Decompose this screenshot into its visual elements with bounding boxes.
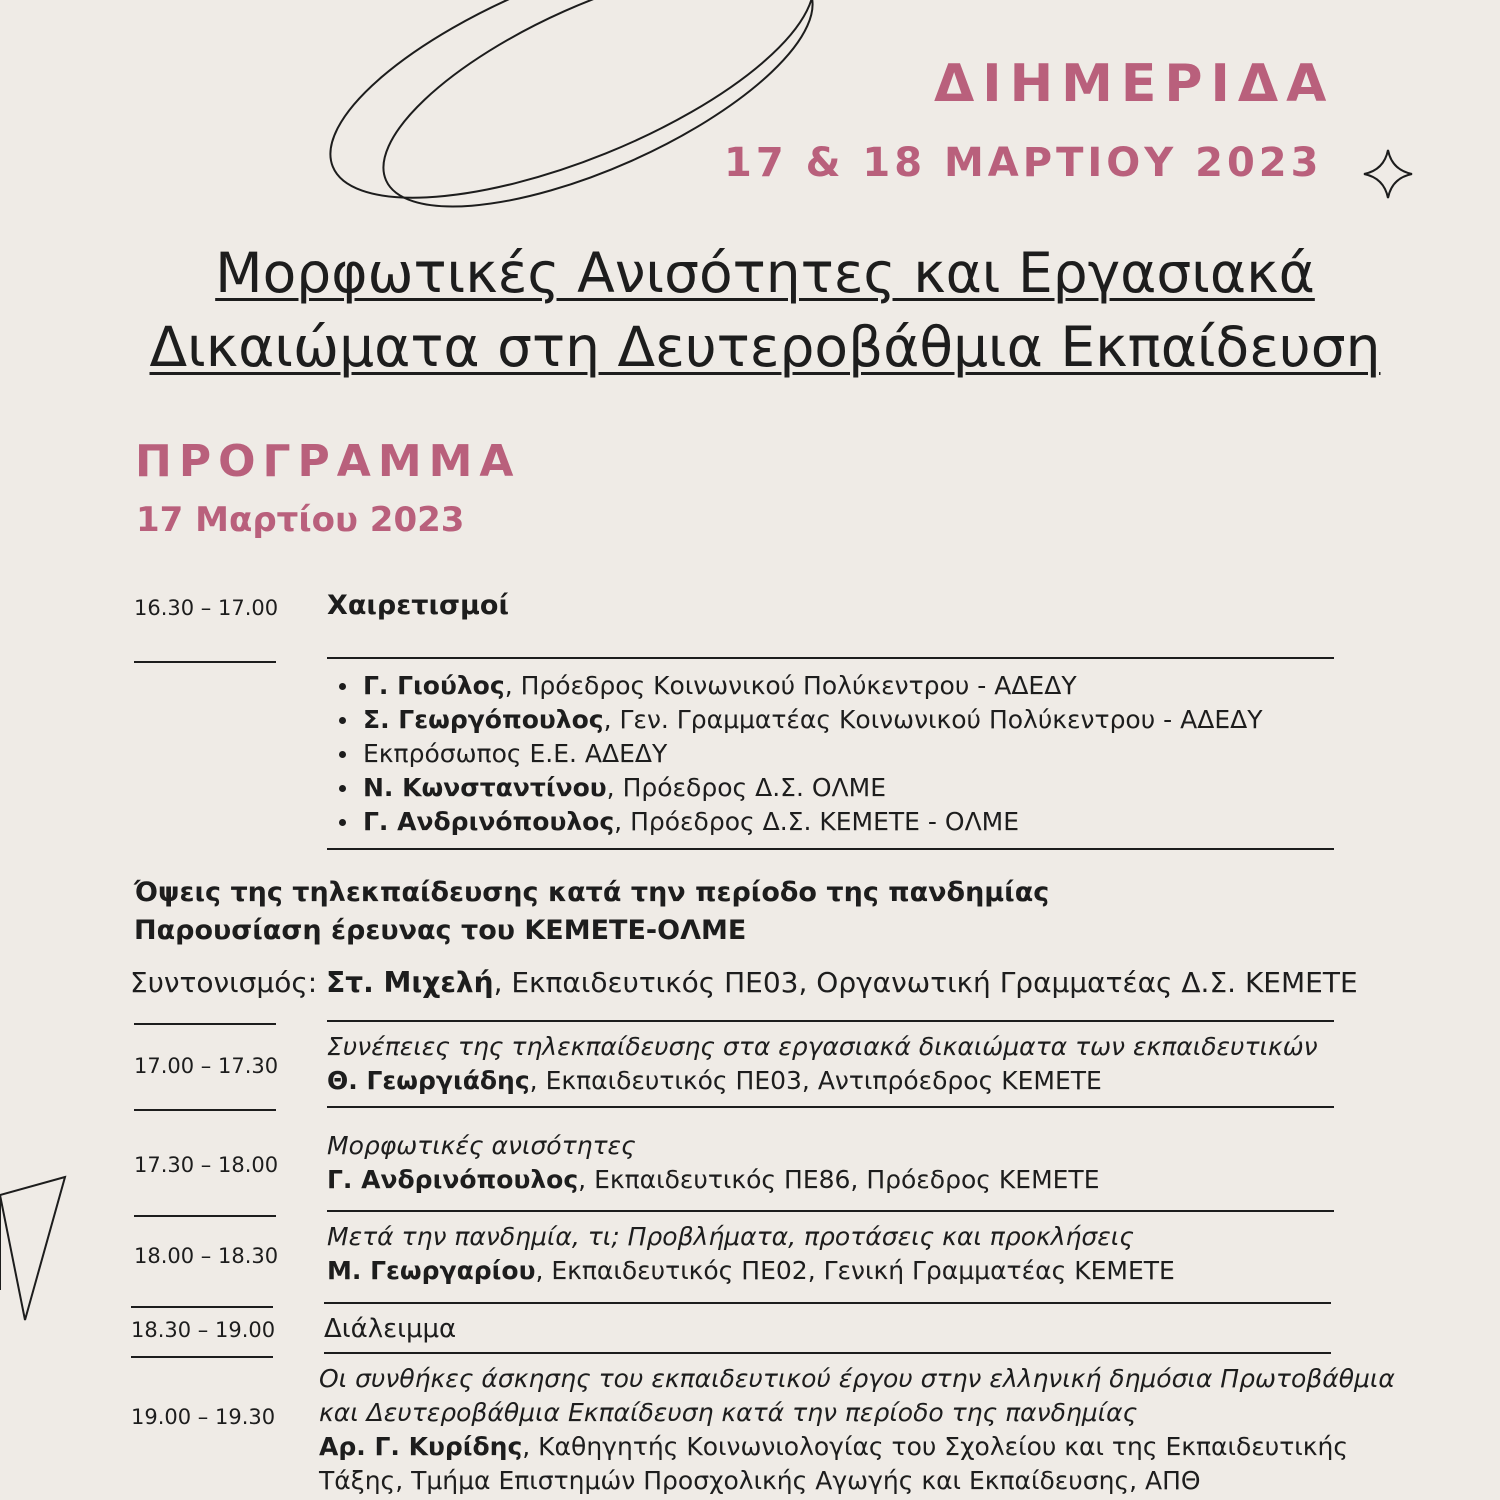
speaker-role: , Πρόεδρος Κοινωνικού Πολύκεντρου - ΑΔΕΔΥ: [504, 671, 1077, 700]
divider: [131, 1356, 273, 1358]
talk-title: Συνέπειες της τηλεκπαίδευσης στα εργασιακά δικαιώματα των εκπαιδευτικών: [327, 1032, 1318, 1061]
divider: [327, 848, 1334, 850]
talk-entry: [319, 1362, 1395, 1498]
list-item: [333, 703, 1262, 737]
divider: [327, 657, 1334, 659]
list-item: [333, 737, 1262, 771]
coordinator-role: , Εκπαιδευτικός ΠΕ03, Οργανωτική Γραμματέας Δ.Σ. ΚΕΜΕΤΕ: [493, 966, 1358, 999]
welcome-title: Χαιρετισμοί: [327, 590, 509, 621]
sparkle-star-icon: [1364, 150, 1412, 198]
speaker-name: Θ. Γεωργιάδης: [327, 1066, 530, 1095]
talk-entry: [327, 1030, 1318, 1098]
main-title-line-1: Μορφωτικές Ανισότητες και Εργασιακά: [215, 241, 1315, 305]
talk-entry: [327, 1129, 1100, 1197]
divider: [324, 1352, 1331, 1354]
speaker-role: , Εκπαιδευτικός ΠΕ03, Αντιπρόεδρος ΚΕΜΕΤΕ: [529, 1066, 1102, 1095]
divider: [327, 1020, 1334, 1022]
main-title: [130, 236, 1400, 384]
divider: [131, 1306, 273, 1308]
speaker-name: Γ. Ανδρινόπουλος: [327, 1165, 579, 1194]
talk-title-line-1: Οι συνθήκες άσκησης του εκπαιδευτικού έργου στην ελληνική δημόσια Πρωτοβάθμια: [319, 1364, 1395, 1393]
coordinator-label: Συντονισμός:: [130, 966, 327, 999]
decorative-ellipse-2: [353, 0, 844, 255]
talk-time: 19.00 – 19.30: [131, 1405, 276, 1429]
speaker-role: , Γεν. Γραμματέας Κοινωνικού Πολύκεντρου - ΑΔΕΔΥ: [603, 705, 1263, 734]
divider: [134, 1109, 276, 1111]
divider: [134, 1023, 276, 1025]
speaker-name: Σ. Γεωργόπουλος: [363, 705, 604, 734]
welcome-speakers-list: [333, 669, 1262, 839]
list-item: [333, 771, 1262, 805]
list-item: [333, 669, 1262, 703]
program-date: 17 Μαρτίου 2023: [136, 500, 465, 540]
speaker-role: , Πρόεδρος Δ.Σ. ΚΕΜΕΤΕ - ΟΛΜΕ: [614, 807, 1020, 836]
speaker-role: , Εκπαιδευτικός ΠΕ02, Γενική Γραμματέας ΚΕΜΕΤΕ: [535, 1256, 1175, 1285]
divider: [327, 1106, 1334, 1108]
list-item: [333, 805, 1262, 839]
speaker-role: Εκπρόσωπος Ε.Ε. ΑΔΕΔΥ: [363, 739, 668, 768]
divider: [327, 1210, 1334, 1212]
speaker-name: Γ. Ανδρινόπουλος: [363, 807, 615, 836]
event-type-label: ΔΙΗΜΕΡΙΔΑ: [934, 54, 1335, 114]
decorative-triangle: [0, 1177, 65, 1320]
divider: [324, 1302, 1331, 1304]
speaker-name: Μ. Γεωργαρίου: [327, 1256, 536, 1285]
break-label: Διάλειμμα: [324, 1314, 457, 1344]
speaker-role-line-1: , Καθηγητής Κοινωνιολογίας του Σχολείου και της Εκπαιδευτικής: [522, 1432, 1348, 1461]
session-coordinator: [130, 966, 1358, 999]
speaker-name: Αρ. Γ. Κυρίδης: [319, 1432, 523, 1461]
speaker-role: , Πρόεδρος Δ.Σ. ΟΛΜΕ: [606, 773, 887, 802]
break-time: 18.30 – 19.00: [131, 1318, 276, 1342]
talk-title: Μετά την πανδημία, τι; Προβλήματα, προτάσεις και προκλήσεις: [327, 1222, 1134, 1251]
talk-time: 18.00 – 18.30: [134, 1244, 279, 1268]
talk-time: 17.30 – 18.00: [134, 1153, 279, 1177]
talk-title-line-2: και Δευτεροβάθμια Εκπαίδευση κατά την περίοδο της πανδημίας: [319, 1398, 1138, 1427]
talk-time: 17.00 – 17.30: [134, 1054, 279, 1078]
coordinator-name: Στ. Μιχελή: [326, 966, 494, 999]
session-title: [134, 874, 1049, 950]
decorative-ellipse-1: [299, 0, 845, 250]
speaker-role-line-2: Τάξης, Τμήμα Επιστημών Προσχολικής Αγωγής και Εκπαίδευσης, ΑΠΘ: [319, 1466, 1201, 1495]
session-title-line-2: Παρουσίαση έρευνας του ΚΕΜΕΤΕ-ΟΛΜΕ: [134, 915, 747, 946]
program-heading: ΠΡΟΓΡΑΜΜΑ: [135, 436, 521, 487]
main-title-line-2: Δικαιώματα στη Δευτεροβάθμια Εκπαίδευση: [149, 315, 1381, 379]
welcome-time: 16.30 – 17.00: [134, 596, 279, 620]
event-dates: 17 & 18 ΜΑΡΤΙΟΥ 2023: [724, 140, 1323, 186]
speaker-name: Ν. Κωνσταντίνου: [363, 773, 607, 802]
session-title-line-1: Όψεις της τηλεκπαίδευσης κατά την περίοδο της πανδημίας: [134, 877, 1050, 908]
talk-entry: [327, 1220, 1175, 1288]
divider: [134, 661, 276, 663]
speaker-name: Γ. Γιούλος: [363, 671, 505, 700]
divider: [134, 1215, 276, 1217]
talk-title: Μορφωτικές ανισότητες: [327, 1131, 636, 1160]
speaker-role: , Εκπαιδευτικός ΠΕ86, Πρόεδρος ΚΕΜΕΤΕ: [578, 1165, 1100, 1194]
